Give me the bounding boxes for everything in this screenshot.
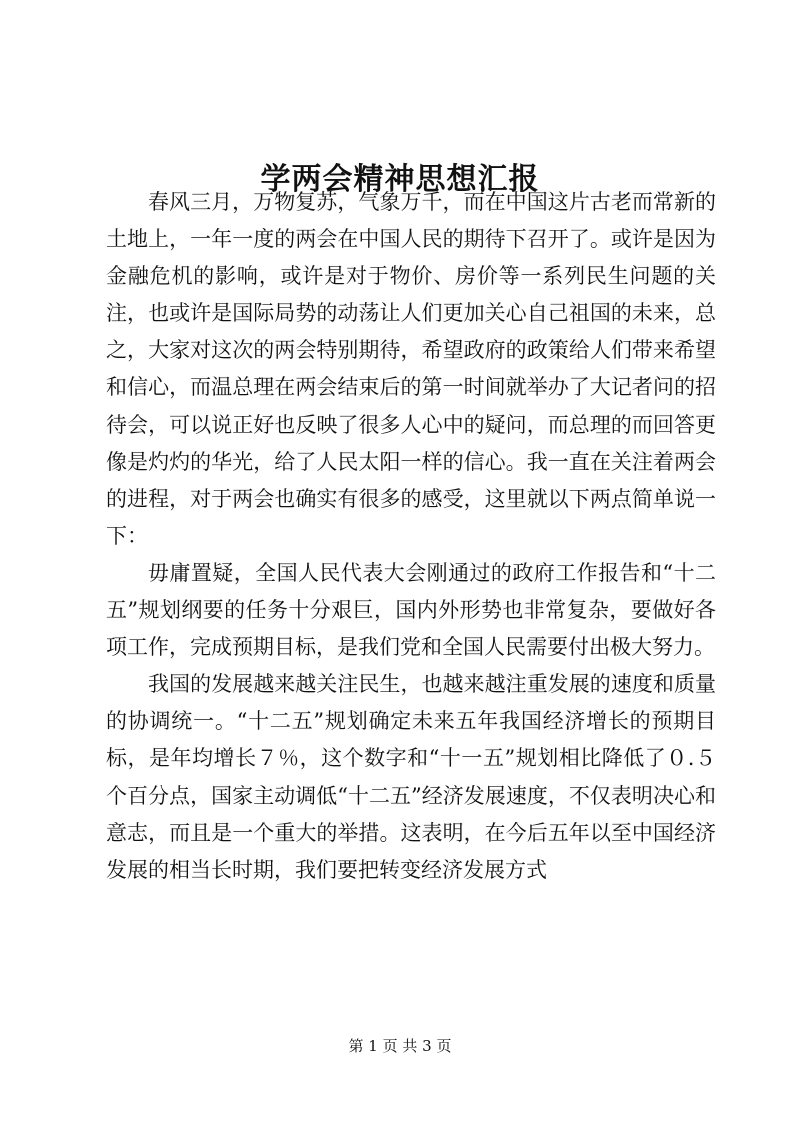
paragraph-1: 春风三月，万物复苏，气象万千，而在中国这片古老而常新的土地上，一年一度的两会在中国人民的期待下召开了。或许是因为金融危机的影响，或许是对于物价、房价等一系列民生问题的关注，也或许是国际局势的动荡让人们更加关心自己祖国的未来，总之，大家对这次的两会特别期待，希望政府的政策给人们带来希望和信心，而温总理在两会结束后的第一时间就举办了大记者问的招待会，可以说正好也反映了很多人心中的疑问，而总理的而回答更像是灼灼的华光，给了人民太阳一样的信心。我一直在关注着两会的进程，对于两会也确实有很多的感受，这里就以下两点简单说一下： [106,190,716,548]
page-number-footer: 第 1 页 共 3 页 [348,1037,452,1055]
document-title: 学两会精神思想汇报 [260,162,540,198]
document-body [106,184,716,889]
paragraph-3: 我国的发展越来越关注民生，也越来越注重发展的速度和质量的协调统一。“十二五”规划确定未来五年我国经济增长的预期目标，是年均增长７％，这个数字和“十一五”规划相比降低了０.５个百分点，国家主动调低“十二五”经济发展速度，不仅表明决心和意志，而且是一个重大的举措。这表明，在今后五年以至中国经济发展的相当长时期，我们要把转变经济发展方式 [106,672,716,882]
paragraph-2: 毋庸置疑，全国人民代表大会刚通过的政府工作报告和“十二五”规划纲要的任务十分艰巨，国内外形势也非常复杂，要做好各项工作，完成预期目标，是我们党和全国人民需要付出极大努力。 [106,560,716,660]
